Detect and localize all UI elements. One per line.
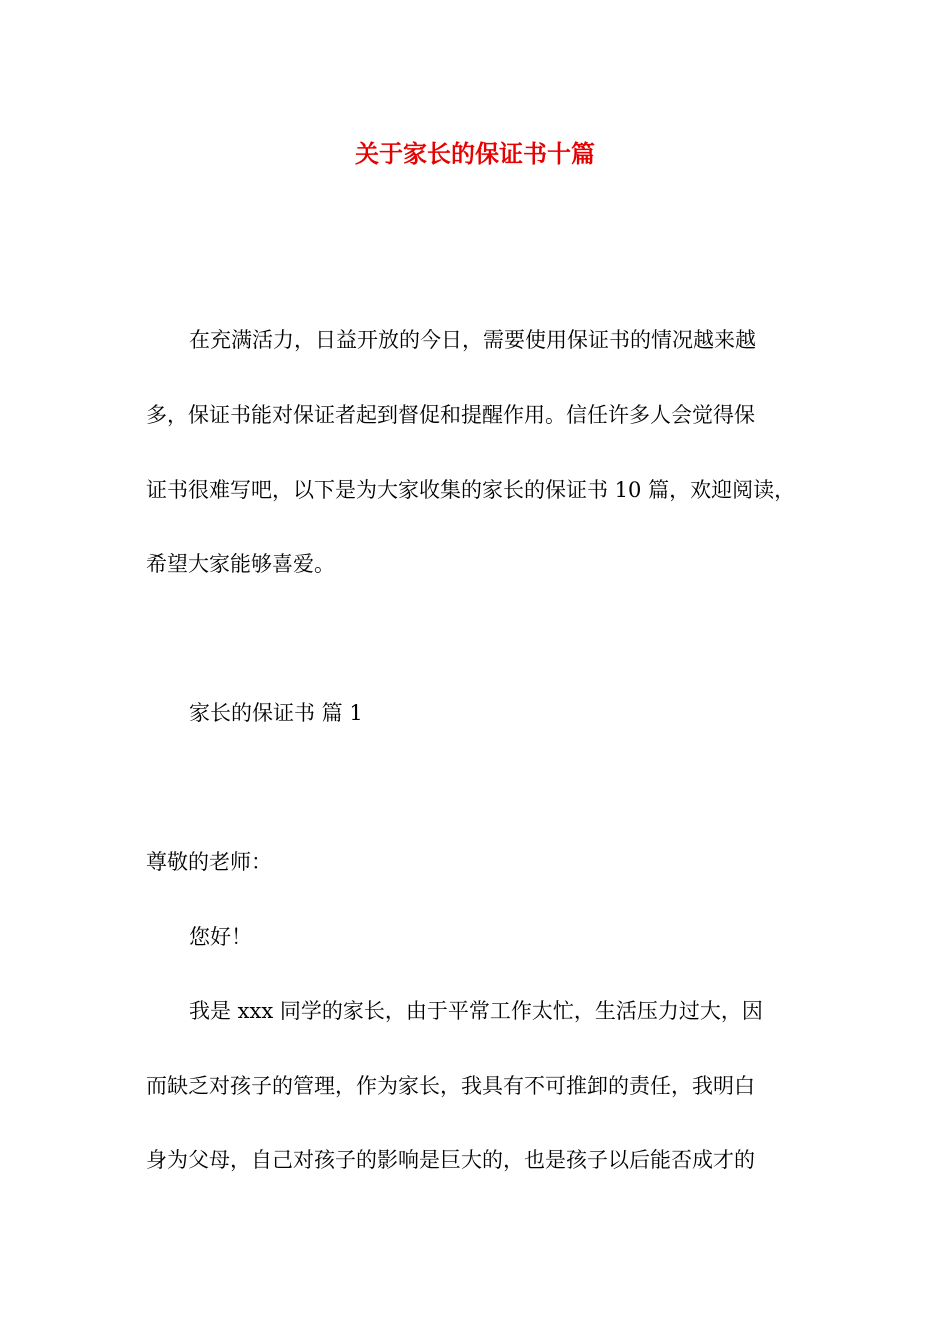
intro-line: 希望大家能够喜爱。 <box>146 552 335 576</box>
document-title: 关于家长的保证书十篇 <box>355 139 595 168</box>
intro-line: 在充满活力，日益开放的今日，需要使用保证书的情况越来越 <box>189 328 756 352</box>
salutation: 尊敬的老师： <box>146 850 272 874</box>
intro-line: 证书很难写吧，以下是为大家收集的家长的保证书 10 篇，欢迎阅读， <box>146 478 796 502</box>
greeting: 您好！ <box>189 925 252 949</box>
body-line: 身为父母，自己对孩子的影响是巨大的，也是孩子以后能否成才的 <box>146 1148 755 1172</box>
section-heading: 家长的保证书 篇 1 <box>189 701 363 725</box>
body-line: 我是 xxx 同学的家长，由于平常工作太忙，生活压力过大，因 <box>189 999 763 1023</box>
body-line: 而缺乏对孩子的管理，作为家长，我具有不可推卸的责任，我明白 <box>146 1074 755 1098</box>
intro-line: 多，保证书能对保证者起到督促和提醒作用。信任许多人会觉得保 <box>146 403 755 427</box>
